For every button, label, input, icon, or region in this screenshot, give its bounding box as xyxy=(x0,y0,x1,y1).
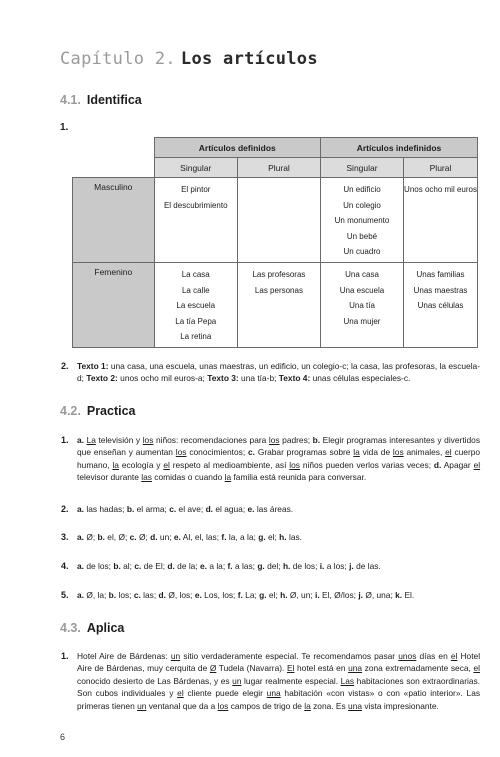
cell-m-ind-plur xyxy=(404,178,478,263)
table-cell-entry: Las profesoras xyxy=(252,270,306,279)
section-4-1-heading xyxy=(60,93,142,107)
header-ind-singular: Singular xyxy=(320,158,403,178)
practica-2-number: 2. xyxy=(61,504,69,514)
section-title: Identifica xyxy=(86,93,142,107)
table-cell-entry: Las personas xyxy=(254,285,303,295)
section-number: 4.1. xyxy=(60,93,81,107)
table-cell-entry: Una escuela xyxy=(339,285,385,295)
table-cell-entry: Un cuadro xyxy=(343,247,381,257)
practica-4-text: a. de los; b. al; c. de El; d. de la; e. a la; f. a las; g. del; h. de los; i. a los; j. de las. xyxy=(77,561,381,571)
table-cell-entry: El descubrimiento xyxy=(163,200,228,210)
table-row-femenino xyxy=(73,263,478,348)
table-cell-entry: Una mujer xyxy=(343,316,381,326)
section-title: Practica xyxy=(86,404,136,418)
table-cell-entry: Unas células xyxy=(417,301,464,311)
header-ind-plural: Plural xyxy=(404,158,478,178)
practica-5-number: 5. xyxy=(61,590,69,600)
table-cell-entry: La casa xyxy=(181,270,210,279)
row-header-masculino: Masculino xyxy=(73,178,155,263)
table-cell-entry: Una casa xyxy=(345,270,379,279)
table-cell-entry: La tía Pepa xyxy=(175,316,217,326)
table-cell-entry: La calle xyxy=(181,285,210,295)
table-cell-entry: Una tía xyxy=(349,301,375,311)
section-number: 4.3. xyxy=(60,621,81,635)
table-cell-entry: Un edificio xyxy=(343,185,381,194)
table-cell-entry: Unos ocho mil euros xyxy=(404,185,477,194)
practica-3-number: 3. xyxy=(61,532,69,542)
table-cell-entry: Un monumento xyxy=(334,216,390,226)
section-number: 4.2. xyxy=(60,404,81,418)
table-cell-entry: Un bebé xyxy=(346,231,378,241)
practica-4-number: 4. xyxy=(61,561,69,571)
table-row-masculino xyxy=(73,178,478,263)
chapter-title: Los artículos xyxy=(180,49,318,69)
table-cell-entry: La escuela xyxy=(176,301,216,311)
header-def-plural: Plural xyxy=(237,158,320,178)
cell-f-def-plur xyxy=(237,263,320,348)
chapter-number: Capítulo 2. xyxy=(60,49,176,69)
header-def-singular: Singular xyxy=(154,158,237,178)
section-4-3-heading xyxy=(60,621,124,635)
row-header-femenino: Femenino xyxy=(73,263,155,348)
cell-m-def-sing xyxy=(154,178,237,263)
practica-3-text: a. Ø; b. el, Ø; c. Ø; d. un; e. Al, el, las; f. la, a la; g. el; h. las. xyxy=(77,532,302,542)
cell-f-ind-sing xyxy=(320,263,403,348)
table-cell-entry: Un colegio xyxy=(343,200,381,210)
exercise-2-number: 2. xyxy=(61,361,69,371)
practica-2-text: a. las hadas; b. el arma; c. el ave; d. el agua; e. las áreas. xyxy=(77,504,294,514)
section-4-2-heading xyxy=(60,404,136,418)
table-cell-entry: El pintor xyxy=(181,185,211,194)
exercise-2-text: Texto 1: una casa, una escuela, unas maestras, un edificio, un colegio-c; la casa, las profesoras, la escuela-d; Texto 2: unos ocho mil euros-a; Texto 3: una tía-b; Texto 4: unas células especiales-c. xyxy=(77,361,480,384)
practica-1-number: 1. xyxy=(61,435,69,445)
practica-5-text: a. Ø, la; b. los; c. las; d. Ø, los; e. Los, los; f. La; g. el; h. Ø, un; i. El, Ø/los; j. Ø, una; k. El. xyxy=(77,590,415,600)
cell-f-def-sing xyxy=(154,263,237,348)
aplica-1-text: Hotel Aire de Bárdenas: un sitio verdaderamente especial. Te recomendamos pasar unos días en el Hotel Aire de Bárdenas, muy cerquita de Ø Tudela (Navarra). El hotel está en una zona extremadamente seca, el conocido desierto de Las Bárdenas, y es un lugar realmente especial. Las habitaciones son extraordinarias. Son cubos individuales y el cliente puede elegir una habitación «con vistas» o con «patio interior». Las primeras tienen un ventanal que da a los campos de trigo de la zona. Es una vista impresionante. xyxy=(77,651,481,711)
table-cell-entry: Unas familias xyxy=(416,270,465,279)
practica-1-text: a. La televisión y los niños: recomendaciones para los padres; b. Elegir programas interesantes y divertidos que enseñan y aumentan los conocimientos; c. Grabar programas sobre la vida de los animales, el cuerpo humano, la ecología y el respeto al medioambiente, así los niños pueden verlos varias veces; d. Apagar el televisor durante las comidas o cuando la familia está reunida para conversar. xyxy=(77,435,481,483)
cell-m-def-plur xyxy=(237,178,320,263)
header-definidos: Artículos definidos xyxy=(154,138,320,158)
cell-m-ind-sing xyxy=(320,178,403,263)
aplica-1-number: 1. xyxy=(61,651,69,661)
page-number: 6 xyxy=(60,732,66,742)
chapter-heading xyxy=(60,49,318,69)
exercise-1-number: 1. xyxy=(60,122,69,133)
header-indefinidos: Artículos indefinidos xyxy=(320,138,477,158)
table-cell-entry: Unas maestras xyxy=(413,285,468,295)
table-cell-entry: La retina xyxy=(180,332,212,342)
articles-table xyxy=(72,137,478,348)
section-title: Aplica xyxy=(86,621,125,635)
cell-f-ind-plur xyxy=(404,263,478,348)
